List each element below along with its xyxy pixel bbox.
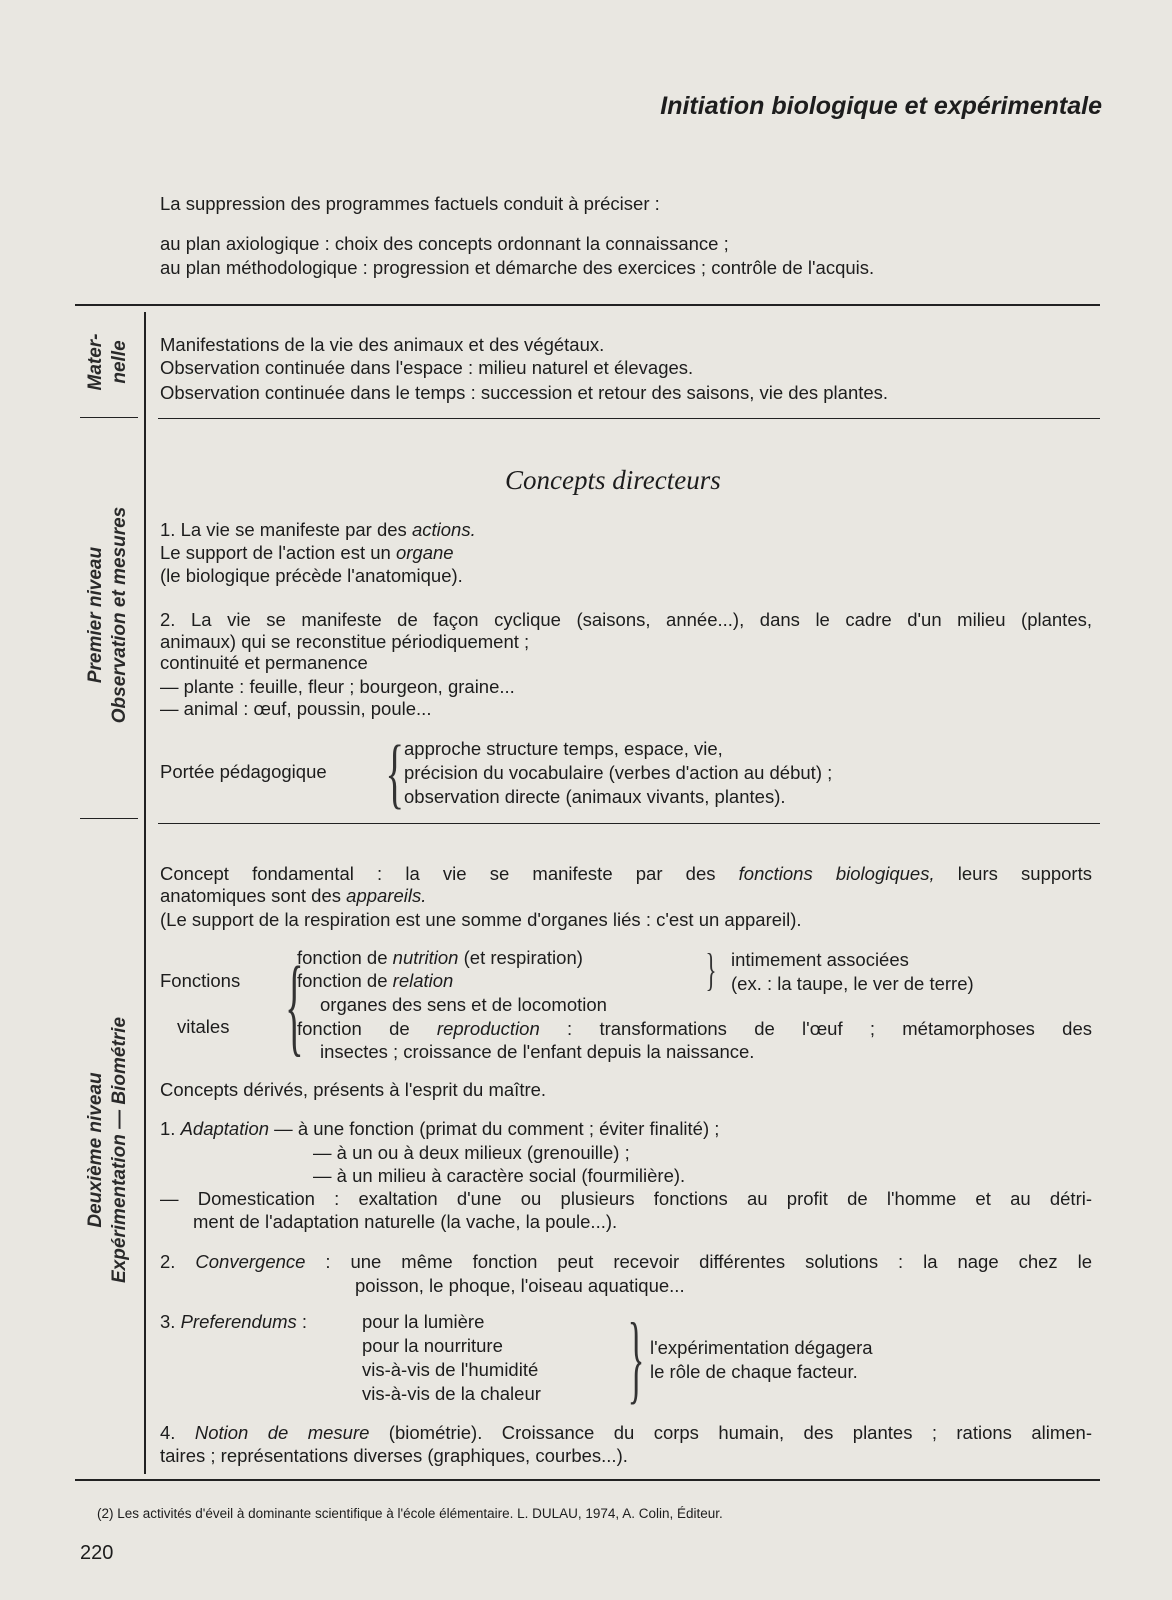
intro-line: La suppression des programmes factuels conduit à préciser : — [160, 193, 660, 214]
vitales-label: vitales — [177, 1016, 230, 1037]
preferendum-item: pour la nourriture — [362, 1335, 503, 1356]
fonction-line: fonction de relation — [297, 970, 454, 991]
preferendum-item: vis-à-vis de l'humidité — [362, 1359, 539, 1380]
brace: { — [385, 729, 405, 816]
concept-line: animaux) qui se reconstitue périodiquement ; — [160, 631, 530, 652]
divider — [80, 818, 138, 819]
fonction-line: insectes ; croissance de l'enfant depuis la naissance. — [320, 1041, 755, 1062]
section-label-premier-niveau: Premier niveau Observation et mesures — [85, 506, 130, 724]
intro-line: au plan méthodologique : progression et démarche des exercices ; contrôle de l'acquis. — [160, 257, 875, 278]
preferendum-item: vis-à-vis de la chaleur — [362, 1383, 541, 1404]
brace: } — [627, 1302, 645, 1413]
concept-line: (le biologique précède l'anatomique). — [160, 565, 463, 586]
preferendum-result: le rôle de chaque facteur. — [650, 1361, 858, 1382]
fonction-line: organes des sens et de locomotion — [320, 994, 607, 1015]
section-heading: Concepts directeurs — [505, 465, 721, 495]
concept-line: continuité et permanence — [160, 652, 368, 673]
portee-label: Portée pédagogique — [160, 761, 327, 782]
concept-line: 1. La vie se manifeste par des actions. — [160, 519, 476, 540]
assoc-line: intimement associées — [731, 949, 909, 970]
maternelle-line: Observation continuée dans l'espace : milieu naturel et élevages. — [160, 357, 694, 378]
concept-line: — Domestication : exaltation d'une ou plusieurs fonctions au profit de l'homme et au détri- — [160, 1188, 1092, 1209]
concept-line: poisson, le phoque, l'oiseau aquatique... — [355, 1275, 685, 1296]
preferendum-item: pour la lumière — [362, 1311, 485, 1332]
concept-line: — animal : œuf, poussin, poule... — [160, 698, 432, 719]
page-number: 220 — [80, 1542, 114, 1564]
concept-line: 1. Adaptation — à une fonction (primat du comment ; éviter finalité) ; — [160, 1118, 720, 1139]
divider — [80, 417, 138, 418]
preferendum-result: l'expérimentation dégagera — [650, 1337, 873, 1358]
divider — [158, 823, 1100, 824]
brace: { — [285, 944, 304, 1066]
fonction-line: fonction de reproduction : transformations de l'œuf ; métamorphoses des — [297, 1018, 1092, 1039]
intro-line: au plan axiologique : choix des concepts ordonnant la connaissance ; — [160, 233, 729, 254]
portee-line: précision du vocabulaire (verbes d'action au début) ; — [404, 762, 833, 783]
assoc-line: (ex. : la taupe, le ver de terre) — [731, 973, 974, 994]
concept-line: — plante : feuille, fleur ; bourgeon, graine... — [160, 676, 515, 697]
brace: } — [705, 944, 717, 995]
concept-line: — à un milieu à caractère social (fourmilière). — [313, 1165, 686, 1186]
section-label-maternelle: Mater- nelle — [85, 333, 130, 391]
page-title: Initiation biologique et expérimentale — [660, 92, 1102, 120]
divider — [75, 304, 1100, 306]
portee-line: approche structure temps, espace, vie, — [404, 738, 723, 759]
concept-line: Concepts dérivés, présents à l'esprit du maître. — [160, 1079, 547, 1100]
concept-line: (Le support de la respiration est une somme d'organes liés : c'est un appareil). — [160, 909, 802, 930]
concept-line: Le support de l'action est un organe — [160, 542, 454, 563]
column-divider — [144, 312, 146, 1474]
concept-line: 2. La vie se manifeste de façon cyclique (saisons, année...), dans le cadre d'un milieu (plantes, — [160, 609, 1092, 630]
concept-line: ment de l'adaptation naturelle (la vache, la poule...). — [193, 1211, 618, 1232]
maternelle-line: Manifestations de la vie des animaux et des végétaux. — [160, 334, 605, 355]
footnote: (2) Les activités d'éveil à dominante scientifique à l'école élémentaire. L. DULAU, 1974, A. Colin, Éditeur. — [97, 1506, 723, 1521]
fonction-line: fonction de nutrition (et respiration) — [297, 947, 583, 968]
divider — [158, 418, 1100, 419]
concept-line: 4. Notion de mesure (biométrie). Croissance du corps humain, des plantes ; rations alimen- — [160, 1422, 1092, 1443]
concept-line: taires ; représentations diverses (graphiques, courbes...). — [160, 1445, 628, 1466]
fonctions-label: Fonctions — [160, 970, 241, 991]
concept-line: Concept fondamental : la vie se manifeste par des fonctions biologiques, leurs supports — [160, 863, 1092, 884]
concept-line: 2. Convergence : une même fonction peut recevoir différentes solutions : la nage chez le — [160, 1251, 1093, 1272]
concept-line: — à un ou à deux milieux (grenouille) ; — [313, 1142, 630, 1163]
concept-line: anatomiques sont des appareils. — [160, 885, 427, 906]
concept-line: 3. Preferendums : — [160, 1311, 308, 1332]
portee-line: observation directe (animaux vivants, plantes). — [404, 786, 786, 807]
divider — [75, 1479, 1100, 1481]
section-label-deuxieme-niveau: Deuxième niveau Expérimentation — Biométrie — [85, 1016, 130, 1284]
maternelle-line: Observation continuée dans le temps : succession et retour des saisons, vie des plantes. — [160, 382, 889, 403]
